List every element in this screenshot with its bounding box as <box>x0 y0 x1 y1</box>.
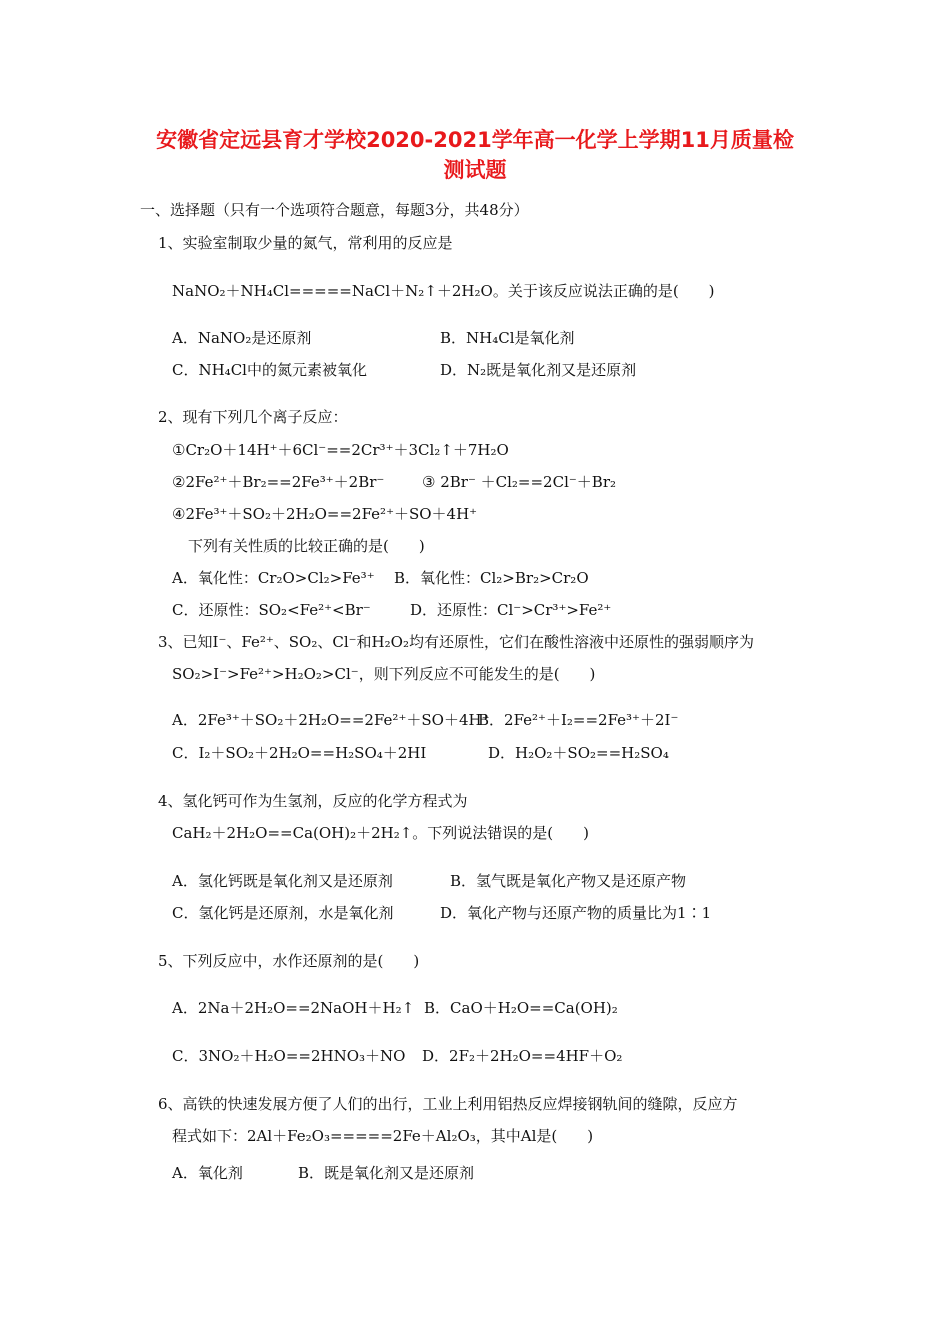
q2-option-c: C．还原性：SO₂<Fe²⁺<Br⁻ <box>172 601 371 619</box>
q2-reaction-4: ④2Fe³⁺＋SO₂＋2H₂O==2Fe²⁺＋SO＋4H⁺ <box>172 505 478 523</box>
title-line-2: 测试题 <box>443 158 507 182</box>
q2-option-b: B．氧化性：Cl₂>Br₂>Cr₂O <box>394 569 589 587</box>
q2-question: 下列有关性质的比较正确的是( ) <box>188 537 425 555</box>
q5-option-b: B．CaO＋H₂O==Ca(OH)₂ <box>424 999 618 1017</box>
q2-reaction-2: ②2Fe²⁺＋Br₂==2Fe³⁺＋2Br⁻ <box>172 473 385 491</box>
q1-option-b: B．NH₄Cl是氧化剂 <box>440 329 575 347</box>
q3-option-a: A．2Fe³⁺＋SO₂＋2H₂O==2Fe²⁺＋SO＋4H⁺ <box>172 711 490 729</box>
q5-stem: 5、下列反应中，水作还原剂的是( ) <box>158 952 420 970</box>
q3-option-d: D．H₂O₂＋SO₂==H₂SO₄ <box>488 744 669 762</box>
q5-option-c: C．3NO₂＋H₂O==2HNO₃＋NO <box>172 1047 406 1065</box>
q4-option-c: C．氢化钙是还原剂，水是氧化剂 <box>172 904 394 922</box>
q6-stem-continued: 程式如下：2Al＋Fe₂O₃=====2Fe＋Al₂O₃，其中Al是( ) <box>172 1127 594 1145</box>
q2-reaction-1: ①Cr₂O＋14H⁺＋6Cl⁻==2Cr³⁺＋3Cl₂↑＋7H₂O <box>172 441 509 459</box>
q3-stem-continued: SO₂>I⁻>Fe²⁺>H₂O₂>Cl⁻，则下列反应不可能发生的是( ) <box>172 665 596 683</box>
q2-option-d: D．还原性：Cl⁻>Cr³⁺>Fe²⁺ <box>410 601 612 619</box>
q6-stem: 6、高铁的快速发展方便了人们的出行，工业上利用铝热反应焊接钢轨间的缝隙，反应方 <box>158 1095 738 1113</box>
q5-option-d: D．2F₂＋2H₂O==4HF＋O₂ <box>422 1047 623 1065</box>
q4-equation: CaH₂＋2H₂O==Ca(OH)₂＋2H₂↑。下列说法错误的是( ) <box>172 824 590 842</box>
q1-stem: 1、实验室制取少量的氮气，常利用的反应是 <box>158 234 453 252</box>
q4-option-d: D．氧化产物与还原产物的质量比为1∶1 <box>440 904 712 922</box>
q1-option-d: D．N₂既是氧化剂又是还原剂 <box>440 361 637 379</box>
q2-option-a: A．氧化性：Cr₂O>Cl₂>Fe³⁺ <box>172 569 375 587</box>
section-heading: 一、选择题（只有一个选项符合题意，每题3分，共48分） <box>140 201 529 219</box>
q2-stem: 2、现有下列几个离子反应： <box>158 408 348 426</box>
q5-option-a: A．2Na＋2H₂O==2NaOH＋H₂↑ <box>172 999 415 1017</box>
q3-stem: 3、已知I⁻、Fe²⁺、SO₂、Cl⁻和H₂O₂均有还原性，它们在酸性溶液中还原性的强弱顺序为 <box>158 633 754 651</box>
q2-reaction-3: ③ 2Br⁻ ＋Cl₂==2Cl⁻＋Br₂ <box>422 473 617 491</box>
q6-option-a: A．氧化剂 <box>172 1164 243 1182</box>
title-line-1: 安徽省定远县育才学校2020-2021学年高一化学上学期11月质量检 <box>156 128 794 152</box>
q4-option-b: B．氢气既是氧化产物又是还原产物 <box>450 872 687 890</box>
q1-option-a: A．NaNO₂是还原剂 <box>172 329 312 347</box>
q1-option-c: C．NH₄Cl中的氮元素被氧化 <box>172 361 367 379</box>
q6-option-b: B．既是氧化剂又是还原剂 <box>298 1164 475 1182</box>
q4-option-a: A．氢化钙既是氧化剂又是还原剂 <box>172 872 393 890</box>
q3-option-c: C．I₂＋SO₂＋2H₂O==H₂SO₄＋2HI <box>172 744 427 762</box>
q3-option-b: B．2Fe²⁺＋I₂==2Fe³⁺＋2I⁻ <box>478 711 679 729</box>
q4-stem: 4、氢化钙可作为生氢剂，反应的化学方程式为 <box>158 792 468 810</box>
q1-equation: NaNO₂＋NH₄Cl=====NaCl＋N₂↑＋2H₂O。关于该反应说法正确的是( ) <box>172 282 715 300</box>
